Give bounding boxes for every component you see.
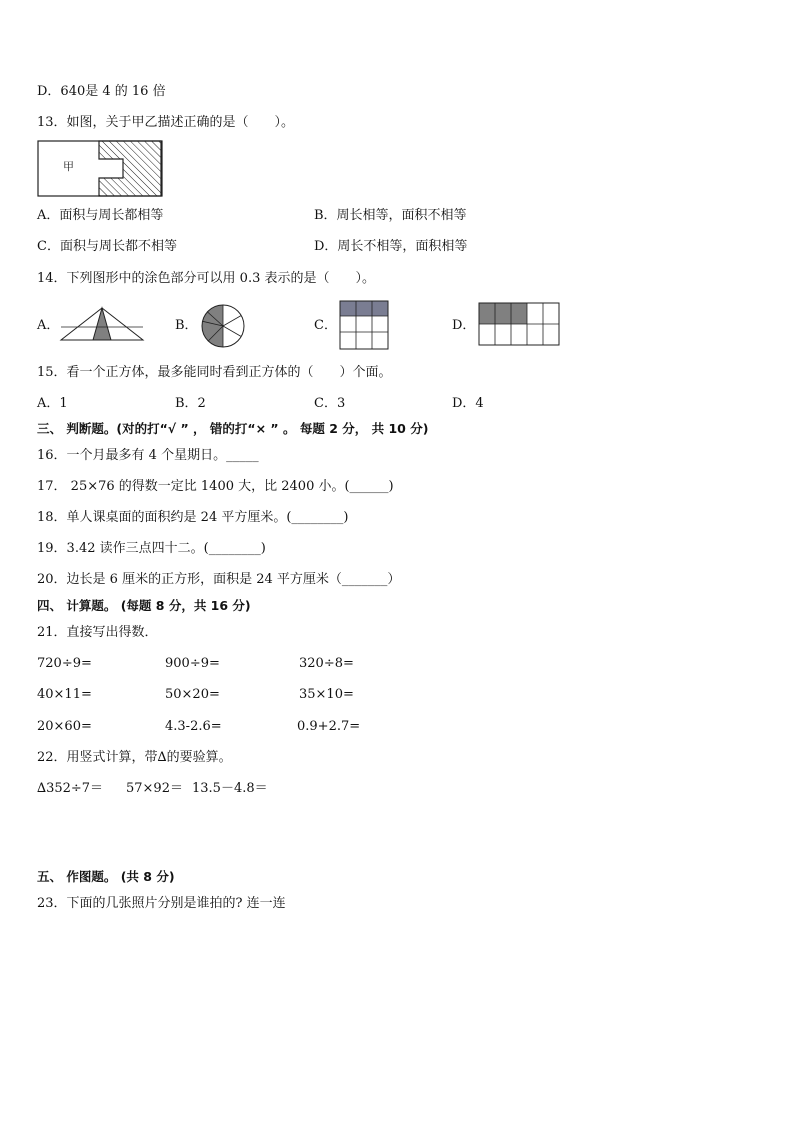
q13-stem: 13．如图，关于甲乙描述正确的是（ ）。 bbox=[37, 115, 295, 130]
q16: 16．一个月最多有 4 个星期日。_____ bbox=[37, 448, 259, 463]
section5-heading: 五、 作图题。 (共 8 分) bbox=[37, 869, 175, 884]
q22-stem: 22．用竖式计算，带∆的要验算。 bbox=[37, 750, 232, 765]
q12-option-d: D．640是 4 的 16 倍 bbox=[37, 84, 166, 99]
q14-option-c: C． bbox=[314, 318, 337, 333]
q14-square-grid-figure bbox=[339, 300, 389, 350]
q15-stem: 15．看一个正方体，最多能同时看到正方体的（ ）个面。 bbox=[37, 365, 392, 380]
q21-item: 0.9+2.7= bbox=[297, 719, 361, 734]
q19: 19．3.42 读作三点四十二。(________) bbox=[37, 541, 266, 556]
q20: 20．边长是 6 厘米的正方形，面积是 24 平方厘米（_______） bbox=[37, 572, 401, 587]
q13-figure-label: 甲 bbox=[63, 160, 74, 173]
q13-figure bbox=[37, 140, 163, 198]
q21-item: 35×10= bbox=[299, 687, 354, 702]
q18: 18．单人课桌面的面积约是 24 平方厘米。(________) bbox=[37, 510, 349, 525]
q21-item: 20×60= bbox=[37, 719, 92, 734]
q14-option-d: D． bbox=[452, 318, 476, 333]
q17: 17． 25×76 的得数一定比 1400 大，比 2400 小。(______) bbox=[37, 479, 394, 494]
q15-option-b: B．2 bbox=[175, 396, 206, 411]
section4-heading: 四、 计算题。 (每题 8 分，共 16 分) bbox=[37, 598, 251, 613]
q14-option-b: B． bbox=[175, 318, 198, 333]
section3-heading: 三、 判断题。(对的打“√ ” ， 错的打“× ” 。 每题 2 分， 共 10 分) bbox=[37, 421, 429, 436]
q13-option-b: B．周长相等，面积不相等 bbox=[314, 208, 467, 223]
q15-option-a: A．1 bbox=[37, 396, 68, 411]
q22-item: ∆352÷7＝ bbox=[37, 781, 104, 796]
q21-item: 50×20= bbox=[165, 687, 220, 702]
q21-item: 40×11= bbox=[37, 687, 92, 702]
q14-stem: 14．下列图形中的涂色部分可以用 0.3 表示的是（ ）。 bbox=[37, 271, 375, 286]
q13-option-c: C．面积与周长都不相等 bbox=[37, 239, 177, 254]
q13-option-d: D．周长不相等，面积相等 bbox=[314, 239, 468, 254]
q21-item: 4.3-2.6= bbox=[165, 719, 222, 734]
q15-option-c: C．3 bbox=[314, 396, 346, 411]
q15-option-d: D．4 bbox=[452, 396, 484, 411]
q14-circle-figure bbox=[200, 303, 246, 349]
q14-option-a: A． bbox=[37, 318, 60, 333]
q23: 23．下面的几张照片分别是谁拍的? 连一连 bbox=[37, 896, 286, 911]
q21-item: 720÷9= bbox=[37, 656, 92, 671]
q14-rect-grid-figure bbox=[478, 302, 561, 346]
q21-item: 320÷8= bbox=[299, 656, 354, 671]
q14-triangle-figure bbox=[59, 305, 145, 343]
q21-stem: 21．直接写出得数． bbox=[37, 625, 158, 640]
q22-item: 57×92＝ bbox=[126, 781, 183, 796]
q22-item: 13.5－4.8＝ bbox=[192, 781, 268, 796]
q21-item: 900÷9= bbox=[165, 656, 220, 671]
q13-option-a: A．面积与周长都相等 bbox=[37, 208, 164, 223]
